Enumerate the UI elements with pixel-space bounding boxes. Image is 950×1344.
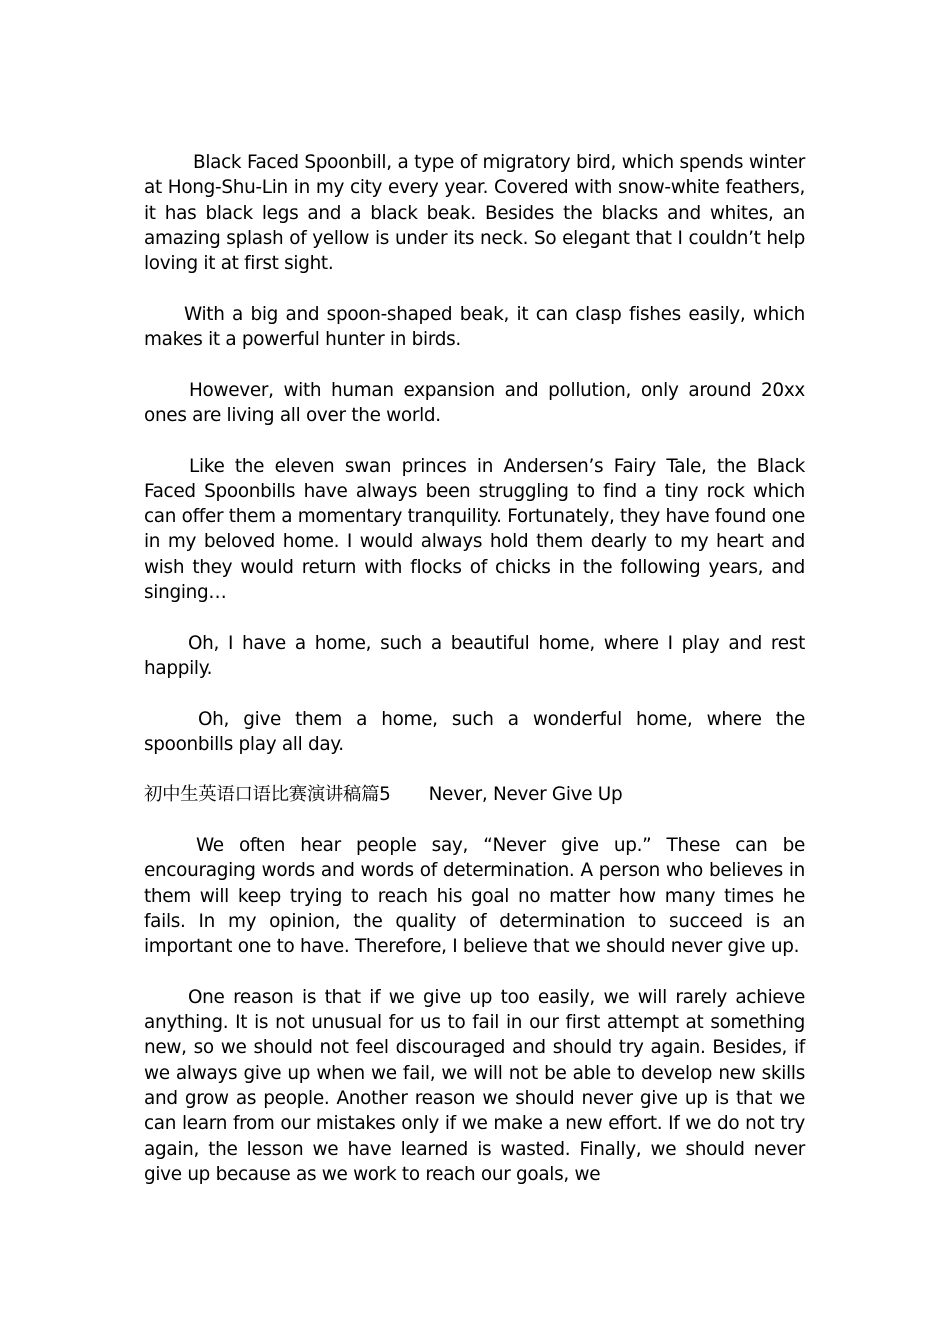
section-heading-chinese: 初中生英语口语比赛演讲稿篇5 xyxy=(144,784,391,806)
paragraph-never-give-up-reasons: One reason is that if we give up too easily, we will rarely achieve anything. It is not unusual for us to fail in our first attempt at something new, so we should not feel discouraged and should try again. Besides, if we always give up when we fail, we will not be able to develop new skills and grow as people. Another reason we should never give up is that we can learn from our mistakes only if we make a new effort. If we do not try again, the lesson we have learned is wasted. Finally, we should never give up because as we work to reach our goals, we xyxy=(144,986,805,1185)
section-heading xyxy=(144,782,805,807)
paragraph-song-line-1: Oh, I have a home, such a beautiful home, where I play and rest happily. xyxy=(144,632,805,679)
paragraph-spoonbill-intro: Black Faced Spoonbill, a type of migratory bird, which spends winter at Hong-Shu-Lin in my city every year. Covered with snow-white feathers, it has black legs and a black beak. Besides the blacks and whites, an amazing splash of yellow is under its neck. So elegant that I couldn’t help loving it at first sight. xyxy=(144,152,805,275)
paragraph-never-give-up-intro: We often hear people say, “Never give up.” These can be encouraging words and words of determination. A person who believes in them will keep trying to reach his goal no matter how many times he fails. In my opinion, the quality of determination to succeed is an important one to have. Therefore, I believe that we should never give up. xyxy=(144,835,805,958)
paragraph-spoonbill-home: Like the eleven swan princes in Andersen’s Fairy Tale, the Black Faced Spoonbills have always been struggling to find a tiny rock which can offer them a momentary tranquility. Fortunately, they have found one in my beloved home. I would always hold them dearly to my heart and wish they would return with flocks of chicks in the following years, and singing… xyxy=(144,455,805,604)
section-heading-english: Never, Never Give Up xyxy=(428,784,623,806)
paragraph-spoonbill-population: However, with human expansion and pollution, only around 20xx ones are living all over the world. xyxy=(144,379,805,426)
paragraph-spoonbill-beak: With a big and spoon-shaped beak, it can clasp fishes easily, which makes it a powerful hunter in birds. xyxy=(144,303,805,351)
document-body xyxy=(144,150,805,1187)
paragraph-song-line-2: Oh, give them a home, such a wonderful home, where the spoonbills play all day. xyxy=(144,708,805,755)
